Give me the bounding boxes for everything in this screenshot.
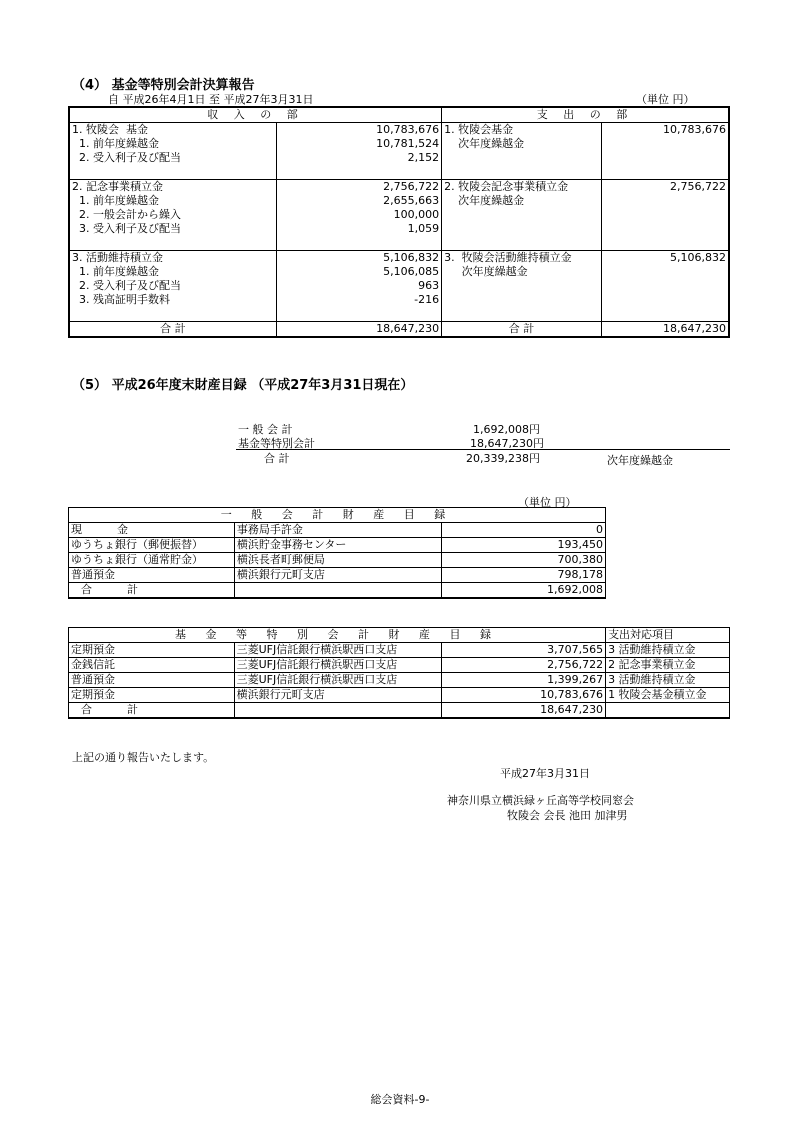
fund-total-row [69,703,730,719]
expense-item: 3 活動維持積立金 [606,673,730,688]
expense-value: 10,783,676 [601,123,729,138]
income-label: 1. 前年度繰越金 [69,137,276,151]
asset-amount: 2,756,722 [442,658,606,673]
general-total-blank [234,583,442,599]
summary-note: 次年度繰越金 [607,454,673,467]
fund-total-value: 18,647,230 [442,703,606,719]
asset-amount: 0 [442,523,606,538]
closing-date: 平成27年3月31日 [500,767,590,780]
income-header: 収 入 の 部 [69,107,442,123]
expense-value [601,222,729,236]
income-label: 3. 受入利子及び配当 [69,222,276,236]
settlement-row [69,151,729,165]
sec4-title: （4） 基金等特別会計決算報告 [72,78,255,93]
expense-value [601,279,729,293]
expense-header: 支 出 の 部 [442,107,729,123]
fund-asset-row [69,643,730,658]
expense-value [601,151,729,165]
sec4-period: 自 平成26年4月1日 至 平成27年3月31日 [108,93,314,106]
settlement-row [69,123,729,138]
fund-assets-table [68,627,730,719]
closing-statement: 上記の通り報告いたします。 [72,751,215,764]
sec5-title: （5） 平成26年度末財産目録 （平成27年3月31日現在） [72,378,414,393]
asset-institution: 横浜銀行元町支店 [234,568,442,583]
settlement-row [69,251,729,266]
spacer-cell [276,165,441,180]
settlement-row [69,293,729,307]
page-footer: 総会資料-9- [370,1093,430,1106]
income-total-label: 合 計 [69,322,276,338]
income-value: -216 [276,293,441,307]
asset-type: 現 金 [69,523,235,538]
spacer-cell [601,165,729,180]
spacer-cell [442,307,602,322]
expense-value [601,208,729,222]
general-assets-header: 一 般 会 計 財 産 目 録 [69,508,606,523]
asset-type: 定期預金 [69,688,235,703]
asset-institution: 事務局手許金 [234,523,442,538]
settlement-row [69,222,729,236]
expense-label [442,279,602,293]
spacer-cell [276,307,441,322]
income-label: 2. 記念事業積立金 [69,180,276,195]
spacer-cell [601,307,729,322]
expense-item: 3 活動維持積立金 [606,643,730,658]
expense-label: 1. 牧陵会基金 [442,123,602,138]
asset-institution: 横浜銀行元町支店 [234,688,442,703]
income-label: 1. 前年度繰越金 [69,194,276,208]
income-value: 2,756,722 [276,180,441,195]
spacer-cell [276,236,441,251]
expense-label: 3. 牧陵会活動維持積立金 [442,251,602,266]
fund-asset-row [69,688,730,703]
expense-label [442,208,602,222]
fund-assets-header-extra: 支出対応項目 [606,628,730,643]
fund-assets-header: 基 金 等 特 別 会 計 財 産 目 録 [69,628,606,643]
fund-asset-row [69,658,730,673]
settlement-table [68,106,730,338]
income-label: 2. 一般会計から繰入 [69,208,276,222]
asset-amount: 1,399,267 [442,673,606,688]
income-label: 2. 受入利子及び配当 [69,151,276,165]
expense-label [442,151,602,165]
settlement-row [69,180,729,195]
income-value: 10,781,524 [276,137,441,151]
summary-total-label: 合 計 [264,452,290,465]
asset-institution: 三菱UFJ信託銀行横浜駅西口支店 [234,673,442,688]
expense-label [442,222,602,236]
settlement-total-row [69,322,729,338]
asset-type: 定期預金 [69,643,235,658]
income-value: 10,783,676 [276,123,441,138]
settlement-spacer [69,165,729,180]
asset-amount: 3,707,565 [442,643,606,658]
expense-total-label: 合 計 [442,322,602,338]
income-total-value: 18,647,230 [276,322,441,338]
asset-institution: 横浜長者町郵便局 [234,553,442,568]
general-asset-row [69,523,606,538]
income-label: 3. 残高証明手数料 [69,293,276,307]
income-label: 3. 活動維持積立金 [69,251,276,266]
income-value: 963 [276,279,441,293]
asset-amount: 10,783,676 [442,688,606,703]
income-value: 5,106,832 [276,251,441,266]
spacer-cell [442,165,602,180]
income-label: 1. 牧陵会 基金 [69,123,276,138]
general-asset-row [69,568,606,583]
expense-value: 2,756,722 [601,180,729,195]
fund-total-label: 合 計 [69,703,235,719]
asset-type: ゆうちょ銀行（通常貯金） [69,553,235,568]
asset-type: ゆうちょ銀行（郵便振替） [69,538,235,553]
asset-amount: 700,380 [442,553,606,568]
settlement-row [69,208,729,222]
settlement-spacer [69,307,729,322]
asset-institution: 横浜貯金事務センター [234,538,442,553]
expense-value [601,265,729,279]
closing-org: 神奈川県立横浜緑ヶ丘高等学校同窓会 [447,794,634,807]
summary-label-fund: 基金等特別会計 [238,437,315,450]
asset-amount: 798,178 [442,568,606,583]
asset-type: 普通預金 [69,673,235,688]
spacer-cell [69,307,276,322]
fund-total-blank [234,703,442,719]
spacer-cell [69,165,276,180]
spacer-cell [442,236,602,251]
expense-label: 次年度繰越金 [442,265,602,279]
expense-label: 次年度繰越金 [442,194,602,208]
asset-type: 金銭信託 [69,658,235,673]
sec5-unit: （単位 円） [518,496,577,509]
income-label: 1. 前年度繰越金 [69,265,276,279]
asset-institution: 三菱UFJ信託銀行横浜駅西口支店 [234,643,442,658]
general-asset-row [69,553,606,568]
general-asset-row [69,538,606,553]
settlement-row [69,279,729,293]
general-assets-table [68,507,606,599]
general-total-row [69,583,606,599]
summary-total-value: 20,339,238円 [466,452,540,465]
expense-label [442,293,602,307]
settlement-spacer [69,236,729,251]
settlement-row [69,265,729,279]
expense-value [601,137,729,151]
sec4-unit: （単位 円） [636,93,695,106]
spacer-cell [69,236,276,251]
asset-institution: 三菱UFJ信託銀行横浜駅西口支店 [234,658,442,673]
expense-item: 1 牧陵会基金積立金 [606,688,730,703]
income-value: 1,059 [276,222,441,236]
expense-value: 5,106,832 [601,251,729,266]
closing-signer: 牧陵会 会長 池田 加津男 [507,809,628,822]
summary-value-general: 1,692,008円 [473,423,540,436]
income-value: 5,106,085 [276,265,441,279]
expense-total-value: 18,647,230 [601,322,729,338]
expense-item: 2 記念事業積立金 [606,658,730,673]
income-label: 2. 受入利子及び配当 [69,279,276,293]
spacer-cell [601,236,729,251]
asset-type: 普通預金 [69,568,235,583]
settlement-row [69,194,729,208]
expense-value [601,194,729,208]
general-total-label: 合 計 [69,583,235,599]
fund-asset-row [69,673,730,688]
summary-value-fund: 18,647,230円 [470,437,544,450]
general-total-value: 1,692,008 [442,583,606,599]
expense-value [601,293,729,307]
income-value: 2,152 [276,151,441,165]
income-value: 2,655,663 [276,194,441,208]
expense-label: 2. 牧陵会記念事業積立金 [442,180,602,195]
asset-amount: 193,450 [442,538,606,553]
summary-label-general: 一 般 会 計 [238,423,293,436]
income-value: 100,000 [276,208,441,222]
settlement-row [69,137,729,151]
expense-label: 次年度繰越金 [442,137,602,151]
fund-total-blank2 [606,703,730,719]
